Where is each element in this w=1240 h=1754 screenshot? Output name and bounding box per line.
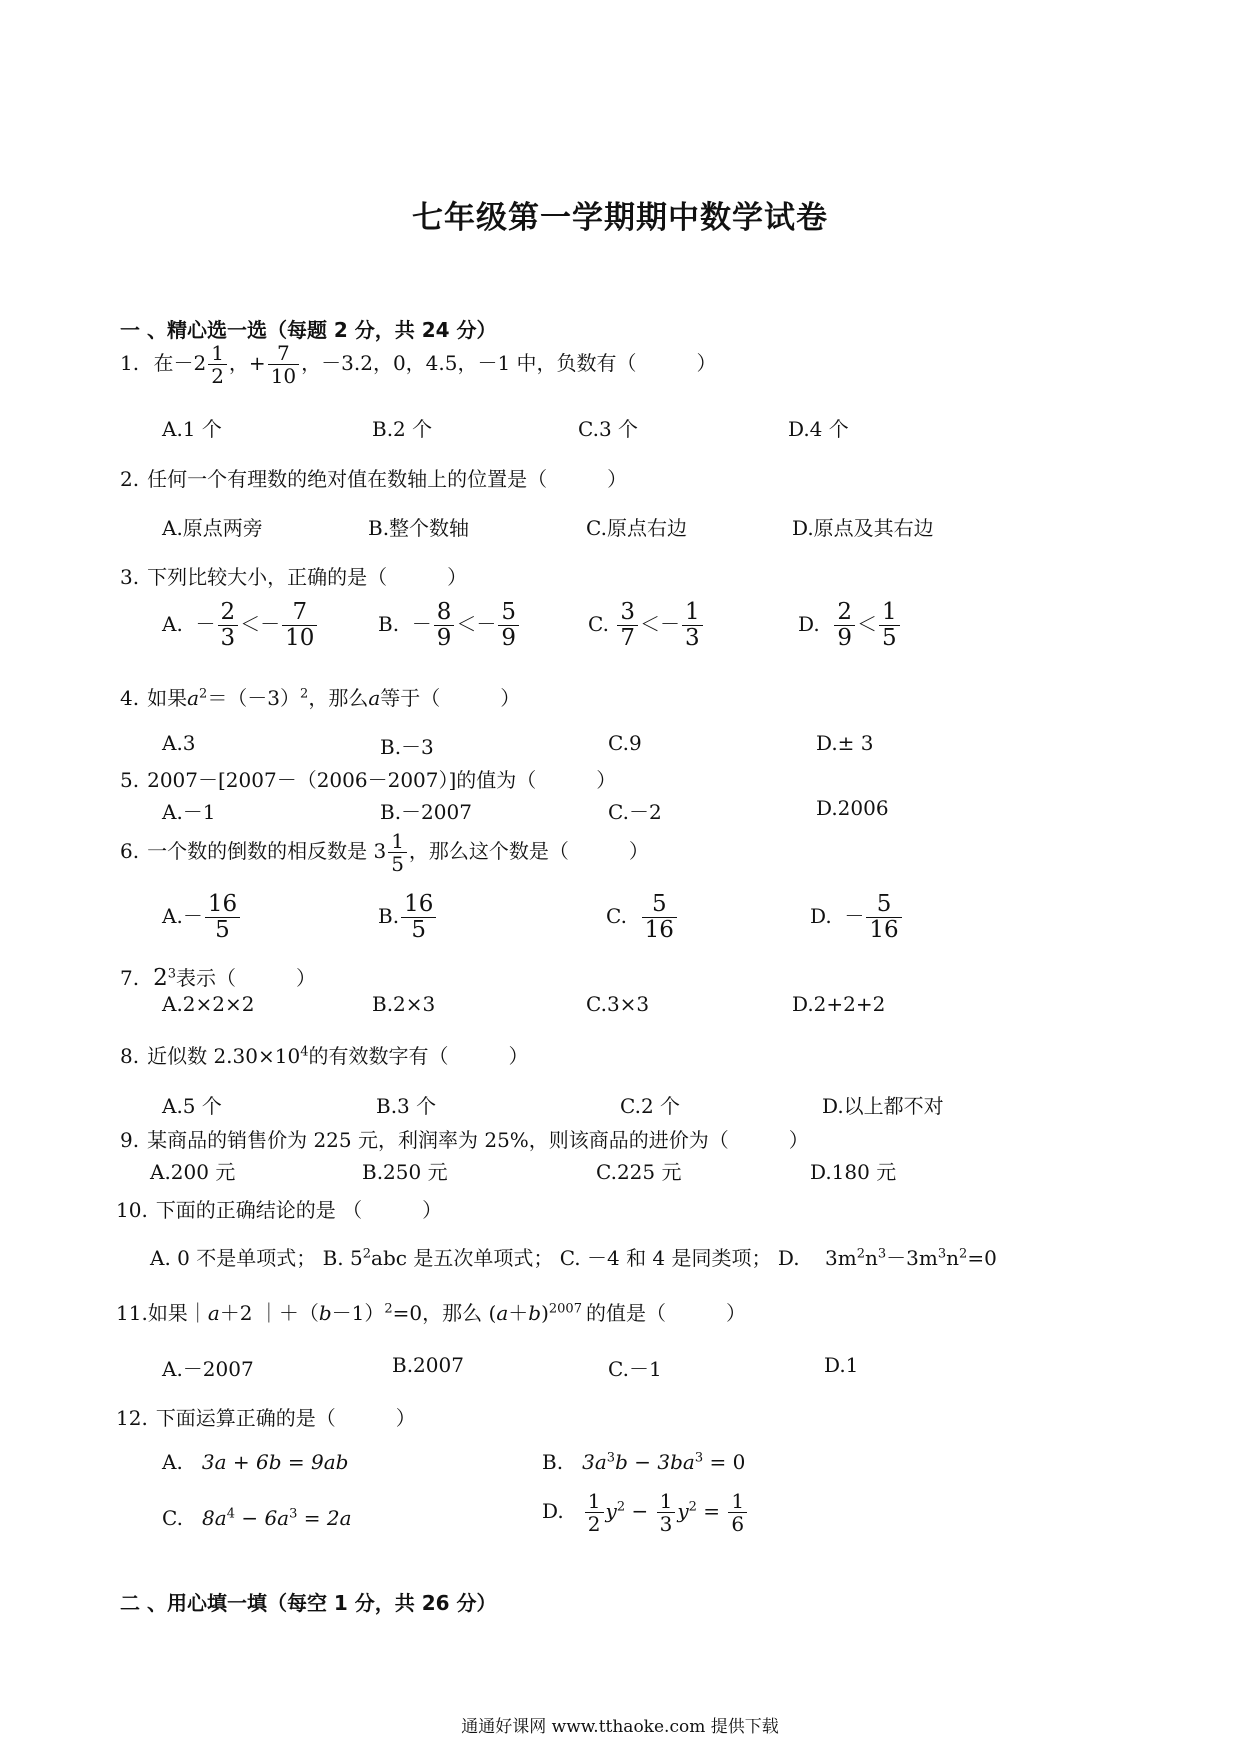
option-a: A.－1 bbox=[162, 800, 216, 824]
option-a: A. 3a + 6b = 9ab bbox=[162, 1450, 349, 1474]
option-c: C. －4 和 4 是同类项； bbox=[559, 1246, 772, 1270]
option-b: B.250 元 bbox=[362, 1160, 448, 1184]
question-9: 9. 某商品的销售价为 225 元，利润率为 25%，则该商品的进价为（ ） bbox=[120, 1128, 809, 1152]
option-b: B.2×3 bbox=[372, 992, 436, 1016]
option-d: D. $\frac{1}{2}$ $y^2$ − $\frac{1}{3}$ $y^2$ = $\frac{1}{6}$ bbox=[542, 1490, 749, 1535]
option-a: A. 0 不是单项式； bbox=[150, 1246, 317, 1270]
fraction: $\frac{1}{2}$ bbox=[208, 342, 227, 387]
question-1: 1. 在－2 $\frac{1}{2}$ ，+ $\frac{7}{10}$ ，－3.2，0，4.5，－1 中，负数有（ ） bbox=[120, 341, 717, 388]
option-a: A.200 元 bbox=[150, 1160, 236, 1184]
question-number: 1. bbox=[120, 351, 140, 375]
option-d: D.180 元 bbox=[810, 1160, 897, 1184]
option-a: A.－ $\frac{16}{5}$ bbox=[162, 892, 242, 943]
option-d: D.以上都不对 bbox=[822, 1094, 944, 1118]
fraction: $\frac{7}{10}$ bbox=[268, 342, 299, 387]
option-b: B.整个数轴 bbox=[368, 516, 470, 540]
section-2-heading: 二 、用心填一填（每空 1 分，共 26 分） bbox=[120, 1591, 497, 1615]
option-a: A.5 个 bbox=[162, 1094, 222, 1118]
question-12: 12. 下面运算正确的是（ ） bbox=[116, 1406, 416, 1430]
option-b: B.2007 bbox=[392, 1353, 464, 1377]
option-b: B.3 个 bbox=[376, 1094, 437, 1118]
option-c: C.原点右边 bbox=[586, 516, 687, 540]
option-c: C.－2 bbox=[608, 800, 662, 824]
question-7: 7. $2^3$表示（ ） bbox=[120, 965, 317, 991]
option-b: B. $\frac{16}{5}$ bbox=[378, 892, 438, 943]
section-1-heading: 一 、精心选一选（每题 2 分，共 24 分） bbox=[120, 318, 497, 342]
option-d: D.1 bbox=[824, 1353, 859, 1377]
option-c: C.3×3 bbox=[586, 992, 650, 1016]
option-b: B.2 个 bbox=[372, 417, 433, 441]
option-b: B. $5^2abc$ 是五次单项式； bbox=[322, 1246, 554, 1270]
option-a: A.2×2×2 bbox=[162, 992, 255, 1016]
option-d: D.2+2+2 bbox=[792, 992, 886, 1016]
option-a: A.3 bbox=[162, 731, 196, 755]
question-8: 8. 近似数 $2.30\times 10^4$的有效数字有（ ） bbox=[120, 1044, 529, 1068]
option-c: C. $\frac{3}{7}$ ＜－ $\frac{1}{3}$ bbox=[588, 600, 705, 651]
option-c: C.2 个 bbox=[620, 1094, 681, 1118]
option-d: D. $3m^2n^3-3m^3n^2=0$ bbox=[777, 1246, 997, 1270]
option-c: C.3 个 bbox=[578, 417, 639, 441]
option-d: D.原点及其右边 bbox=[792, 516, 934, 540]
option-d: D.± 3 bbox=[816, 731, 874, 755]
option-d: D.2006 bbox=[816, 796, 889, 820]
option-c: C.9 bbox=[608, 731, 642, 755]
option-b: B.－3 bbox=[380, 735, 434, 759]
question-5: 5. 2007－[2007－（2006－2007）]的值为（ ） bbox=[120, 768, 617, 792]
option-b: B. － $\frac{8}{9}$ ＜－ $\frac{5}{9}$ bbox=[378, 600, 521, 651]
option-c: C. $8a^4 - 6a^3 = 2a$ bbox=[162, 1506, 352, 1530]
question-10-options bbox=[150, 1242, 997, 1271]
option-c: C. $\frac{5}{16}$ bbox=[606, 892, 679, 943]
page-title: 七年级第一学期期中数学试卷 bbox=[412, 200, 828, 236]
question-10: 10. 下面的正确结论的是 （ ） bbox=[116, 1198, 443, 1222]
option-a: A.1 个 bbox=[162, 417, 222, 441]
option-a: A.原点两旁 bbox=[162, 516, 263, 540]
question-3: 3. 下列比较大小，正确的是（ ） bbox=[120, 565, 468, 589]
option-c: C.－1 bbox=[608, 1357, 662, 1381]
option-a: A. － $\frac{2}{3}$ ＜－ $\frac{7}{10}$ bbox=[162, 600, 319, 651]
footer-credit: 通通好课网 www.tthaoke.com 提供下载 bbox=[461, 1717, 779, 1737]
question-6: 6. 一个数的倒数的相反数是 3 $\frac{1}{5}$ ，那么这个数是（ ） bbox=[120, 829, 649, 876]
option-d: D. － $\frac{5}{16}$ bbox=[810, 892, 904, 943]
option-d: D.4 个 bbox=[788, 417, 849, 441]
option-d: D. $\frac{2}{9}$ ＜ $\frac{1}{5}$ bbox=[798, 600, 902, 651]
option-a: A.－2007 bbox=[162, 1357, 254, 1381]
question-2: 2. 任何一个有理数的绝对值在数轴上的位置是（ ） bbox=[120, 467, 628, 491]
option-b: B. $3a^3b - 3ba^3 = 0$ bbox=[542, 1450, 746, 1474]
question-11: 11.如果｜a＋2 $|+(b-1)^2=0$，那么 $(a+b)^{2007}$ 的值是（ ） bbox=[116, 1301, 746, 1325]
option-c: C.225 元 bbox=[596, 1160, 682, 1184]
question-4: 4. 如果$a^2=(-3)^2$，那么a等于（ ） bbox=[120, 686, 521, 710]
option-b: B.－2007 bbox=[380, 800, 472, 824]
